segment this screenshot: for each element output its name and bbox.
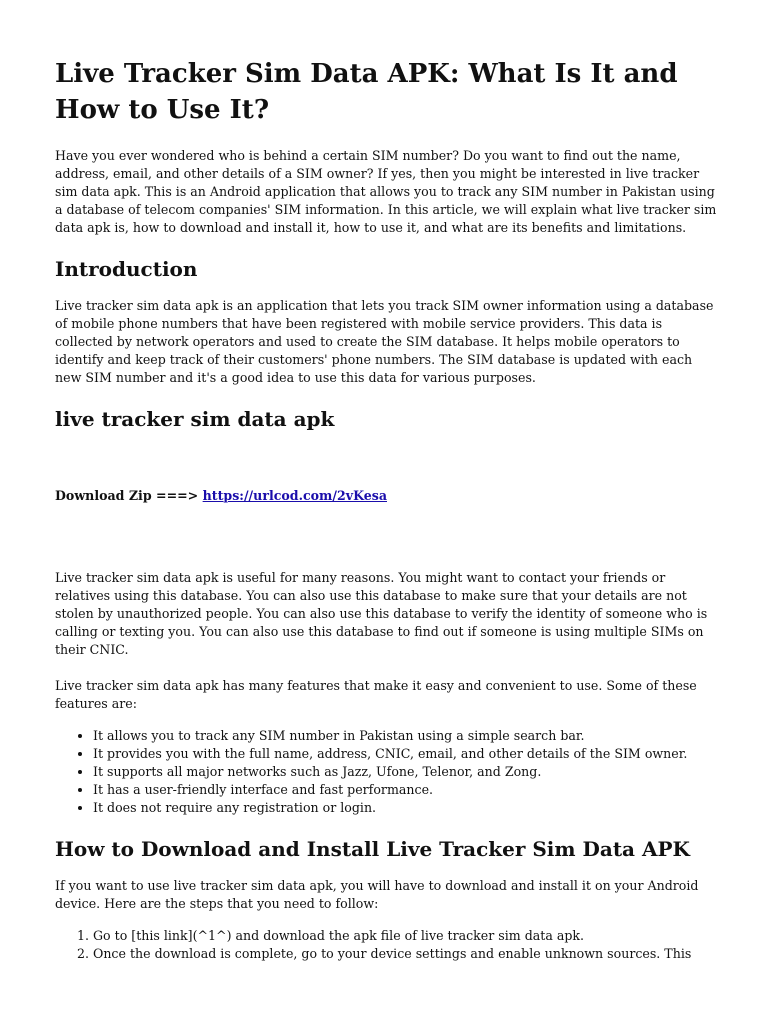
list-item: • It supports all major networks such as Jazz, Ufone, Telenor, and Zong. [93,763,717,781]
list-item: • It provides you with the full name, address, CNIC, email, and other details of the SIM owner. [93,745,717,763]
introduction-heading: Introduction [55,257,198,281]
list-item: 2. Once the download is complete, go to your device settings and enable unknown sources. This [93,945,717,963]
intro-paragraph: Have you ever wondered who is behind a certain SIM number? Do you want to find out the name, address, email, and other details of a SIM owner? If yes, then you might be interested in live tracker sim data apk. This is an Android application that allows you to track any SIM number in Pakistan using a database of telecom companies' SIM information. In this article, we will explain what live tracker sim data apk is, how to download and install it, how to use it, and what are its benefits and limitations. [55,148,717,235]
apk-heading: live tracker sim data apk [55,407,335,431]
list-item: 1. Go to [this link](^1^) and download the apk file of live tracker sim data apk. [93,927,717,945]
download-heading: How to Download and Install Live Tracker Sim Data APK [55,837,690,861]
apk-paragraph-1: Live tracker sim data apk is useful for many reasons. You might want to contact your friends or relatives using this database. You can also use this database to make sure that your details are not stolen by unauthorized people. You can also use this database to verify the identity of someone who is calling or texting you. You can also use this database to find out if someone is using multiple SIMs on their CNIC. [55,570,708,657]
steps-list [55,927,717,963]
spacer [55,523,717,569]
list-item: • It does not require any registration or login. [93,799,717,817]
list-item: • It has a user-friendly interface and fast performance. [93,781,717,799]
document-page [55,56,717,981]
features-list [55,727,717,817]
spacer [55,447,717,487]
apk-paragraph-2: Live tracker sim data apk has many features that make it easy and convenient to use. Some of these features are: [55,678,697,711]
list-item: • It allows you to track any SIM number in Pakistan using a simple search bar. [93,727,717,745]
download-label: Download Zip ===> [55,488,203,503]
page-title: Live Tracker Sim Data APK: What Is It and How to Use It? [55,59,678,125]
download-link[interactable]: https://urlcod.com/2vKesa [202,488,387,503]
download-line [55,487,717,505]
introduction-paragraph: Live tracker sim data apk is an application that lets you track SIM owner information using a database of mobile phone numbers that have been registered with mobile service providers. This data is collected by network operators and used to create the SIM database. It helps mobile operators to identify and keep track of their customers' phone numbers. The SIM database is updated with each new SIM number and it's a good idea to use this data for various purposes. [55,298,714,385]
download-paragraph: If you want to use live tracker sim data apk, you will have to download and install it on your Android device. Here are the steps that you need to follow: [55,878,699,911]
